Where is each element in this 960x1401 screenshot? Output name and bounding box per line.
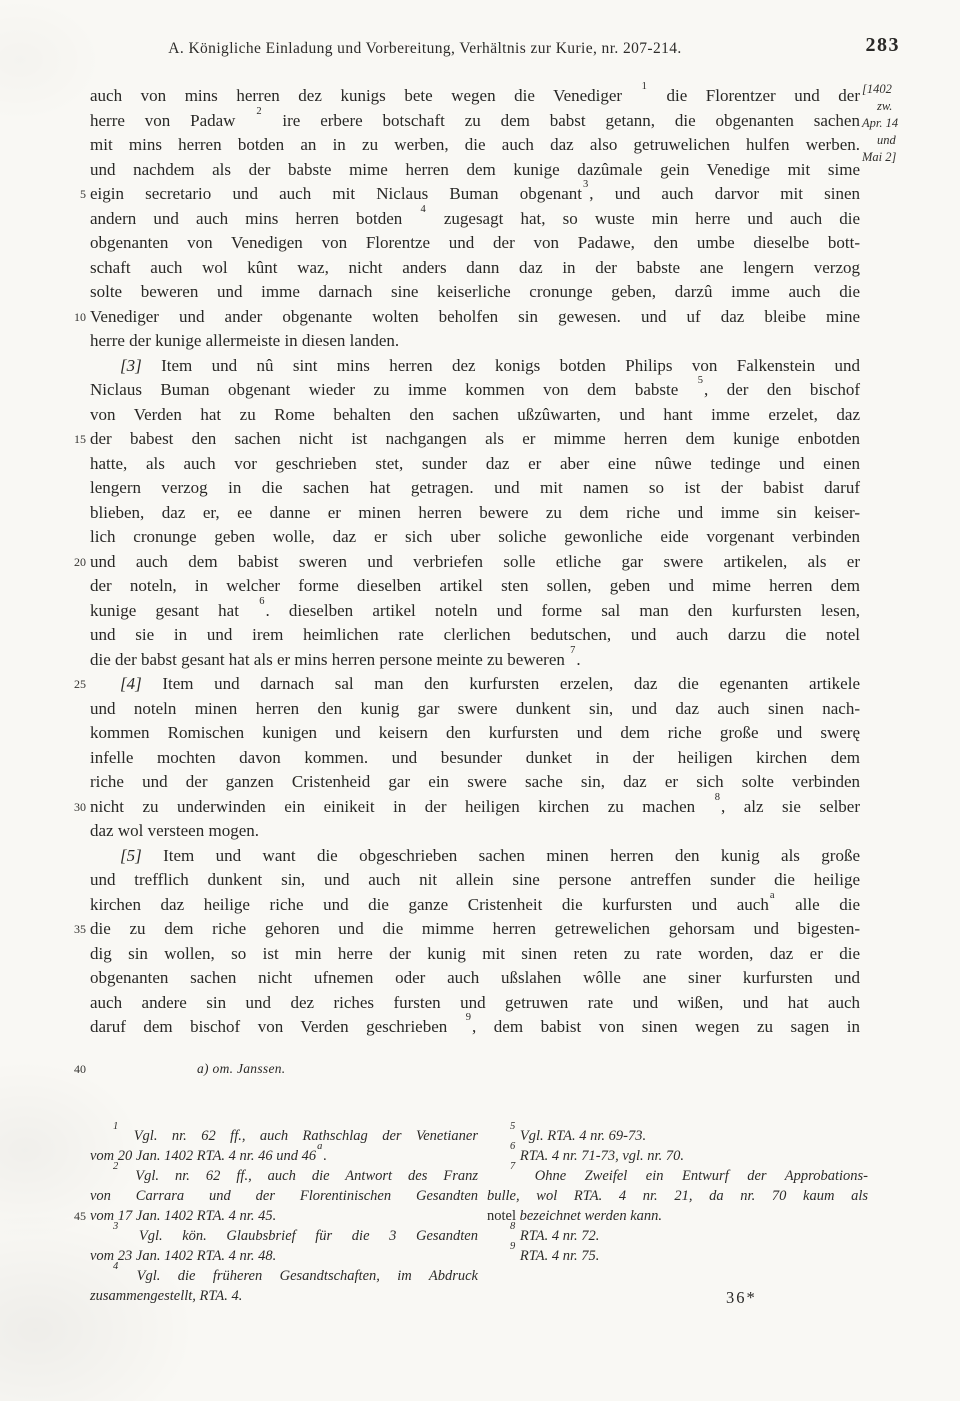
footnote-line: $^6$ RTA. 4 nr. 71-73, vgl. nr. 70. — [510, 1141, 684, 1164]
footnote-line: $^7$ Ohne Zweifel ein Entwurf der Approbations- — [510, 1161, 868, 1184]
text-line: obgenanten von Venedigen von Florentze und der von Padawe, den umbe dieselbe bott- — [90, 233, 860, 252]
text-line: riche und der ganzen Cristenheid gar ein swere sache sin, daz er sich solte verbinden — [90, 772, 860, 791]
text-line: und noteln minen herren den kunig gar swere dunkent sin, und daz auch sinen nach- — [90, 698, 860, 718]
text-line: herre von Padaw $^2$ ire erbere botschaft zu dem babst getann, die obgenanten sachen — [90, 105, 860, 130]
line-number: 40 — [74, 1062, 86, 1076]
text-line: dig sin wollen, so ist min herre der kunig mit sinen reten zu rate worden, daz er die — [90, 943, 860, 963]
text-line: [5] Item und want die obgeschrieben sachen minen herren den kunig als große — [120, 845, 860, 865]
text-line: der babest den sachen nicht ist nachgangen als er mimme herren dem kunige enbotden — [90, 429, 860, 448]
margin-note-line: zw. — [877, 99, 893, 113]
text-line: von Verden hat zu Rome behalten den sachen ußzûwarten, und hant imme erzelet, daz — [90, 404, 860, 424]
text-line: und nachdem als der babste mime herren dem kunige dazûmale gein Venedige mit sime — [90, 159, 860, 179]
footnote-line: vom 20 Jan. 1402 RTA. 4 nr. 46 und 46$^a$. — [90, 1141, 327, 1164]
running-header: A. Königliche Einladung und Vorbereitung, Verhältnis zur Kurie, nr. 207-214. — [168, 40, 682, 57]
text-line: kommen Romischen kunigen und keisern den kurfursten und dem riche große und swerę — [90, 723, 860, 742]
margin-date-note — [862, 81, 932, 166]
footnote-line: $^9$ RTA. 4 nr. 75. — [510, 1241, 600, 1264]
text-line: auch von mins herren dez kunigs bete wegen die Venediger $^1$ die Florentzer und der — [90, 81, 860, 105]
text-line: Niclaus Buman obgenant wieder zu imme kommen von dem babste $^5$, der den bischof — [90, 375, 860, 399]
text-line: die der babst gesant hat als er mins herren persone meinte zu beweren $^7$. — [90, 644, 581, 669]
page-number: 283 — [865, 34, 900, 56]
footnote-line: von Carrara und der Florentinischen Gesandten — [90, 1188, 478, 1204]
margin-note-line: Apr. 14 — [862, 116, 899, 130]
footnote-line: bulle, wol RTA. 4 nr. 21, da nr. 70 kaum als — [487, 1188, 868, 1204]
footnote-line: $^2$ Vgl. nr. 62 ff., auch die Antwort des Franz — [113, 1161, 478, 1184]
text-line: schaft auch wol kûnt waz, nicht anders dann daz in der babste ane lengern verzog — [90, 257, 860, 277]
text-line: blieben, daz er, ee danne er minen herren bewere zu dem riche und imme sin keiser- — [90, 502, 860, 522]
text-line: [3] Item und nû sint mins herren dez konigs botden Philips von Falkenstein und — [120, 355, 860, 375]
text-line: kirchen daz heilige riche und die ganze Cristenheit die kurfursten und auch$^a$ alle die — [90, 889, 860, 914]
apparatus-note: a) om. Janssen. — [197, 1061, 286, 1076]
text-line: daruf dem bischof von Verden geschrieben $^9$, dem babist von sinen wegen zu sagen in — [90, 1012, 860, 1036]
footnote-column-left — [90, 1121, 478, 1306]
text-line: und auch dem babist sweren und verbriefen solle etliche gar swere artikelen, als er — [90, 551, 860, 571]
text-line: [4] Item und darnach sal man den kurfursten erzelen, daz die egenanten artikele — [120, 674, 860, 693]
footnote-column-right — [487, 1121, 868, 1266]
margin-note-line: [1402 — [862, 82, 892, 96]
footnote-line: $^5$ Vgl. RTA. 4 nr. 69-73. — [510, 1121, 647, 1144]
line-number: 45 — [74, 1209, 86, 1223]
text-line: und trefflich dunkent sin, und auch nit allein sine persone antreffen sunder die heilige — [90, 870, 860, 889]
footnote-line: $^1$ Vgl. nr. 62 ff., auch Rathschlag der Venetianer — [113, 1121, 478, 1144]
footnote-line: $^4$ Vgl. die früheren Gesandtschaften, im Abdruck — [113, 1261, 478, 1284]
line-number: 30 — [74, 799, 86, 814]
text-line: Venediger und ander obgenante wolten beholfen sin gewesen. und uf daz bleibe mine — [90, 306, 860, 326]
text-line: herre der kunige allermeiste in diesen landen. — [90, 331, 400, 350]
text-line: die zu dem riche gehoren und die mimme herren getrewelichen gehorsam und bigesten- — [90, 919, 860, 938]
text-line: daz wol versteen mogen. — [90, 821, 259, 840]
text-line: eigin secretario und auch mit Niclaus Buman obgenant$^3$, und auch darvor mit sinen — [90, 179, 861, 203]
text-line: solte beweren und imme darnach sine keiserliche cronunge geben, darzû imme auch die — [90, 282, 860, 301]
line-number: 20 — [74, 554, 86, 569]
text-line: nicht zu underwinden ein einikeit in der heiligen kirchen zu machen $^8$, alz sie selber — [90, 791, 860, 816]
margin-note-line: Mai 2] — [862, 150, 897, 164]
margin-note-line: und — [877, 133, 896, 147]
footnote-line: $^3$ Vgl. kön. Glaubsbrief für die 3 Gesandten — [113, 1221, 478, 1244]
text-line: kunige gesant hat $^6$. dieselben artikel noteln und forme sal man den kurfursten lesen, — [90, 595, 861, 620]
footnote-line: vom 17 Jan. 1402 RTA. 4 nr. 45. — [90, 1208, 277, 1224]
text-line: der noteln, in welcher forme dieselben artikel sten sollen, geben und mime herren dem — [90, 576, 860, 595]
footnote-line: notel bezeichnet werden kann. — [487, 1208, 663, 1224]
line-number: 15 — [74, 432, 86, 446]
text-line: mit mins herren botden an in zu werben, die auch daz also getruwelichen hulfen werben. — [90, 135, 860, 154]
text-line: hatte, als auch vor geschrieben stet, sunder daz er aber eine nûwe tedinge und einen — [90, 453, 860, 473]
text-line: und sie in und irem heimlichen rate clerlichen bedutschen, und auch darzu die notel — [90, 625, 860, 644]
body-text — [90, 81, 861, 1040]
footnote-line: vom 23 Jan. 1402 RTA. 4 nr. 48. — [90, 1248, 277, 1264]
line-number: 25 — [74, 677, 86, 691]
text-line: auch andere sin und dez riches fursten und getruwen rate und wißen, und hat auch — [90, 992, 860, 1012]
text-line: lich cronunge geben wolle, daz er sich uber soliche gewonliche eide vorgenant verbinden — [90, 527, 860, 546]
line-number: 10 — [74, 309, 86, 324]
footnote-line: zusammengestellt, RTA. 4. — [90, 1288, 243, 1304]
line-number: 35 — [74, 922, 86, 936]
footnote-line: $^8$ RTA. 4 nr. 72. — [510, 1221, 600, 1244]
text-line: infelle mochten davon kommen. und besunder dunket in der heiligen kirchen dem — [90, 747, 860, 767]
signature-mark: 36* — [726, 1288, 757, 1307]
text-line: obgenanten sachen nicht ufnemen oder auch ußslahen wôlle ane siner kurfursten und — [90, 968, 860, 987]
text-line: lengern verzog in die sachen hat getragen. und mit namen so ist der babist daruf — [90, 478, 860, 497]
text-line: andern und auch mins herren botden $^4$ zugesagt hat, so wuste min herre und auch die — [90, 203, 860, 228]
line-number: 5 — [80, 187, 86, 201]
